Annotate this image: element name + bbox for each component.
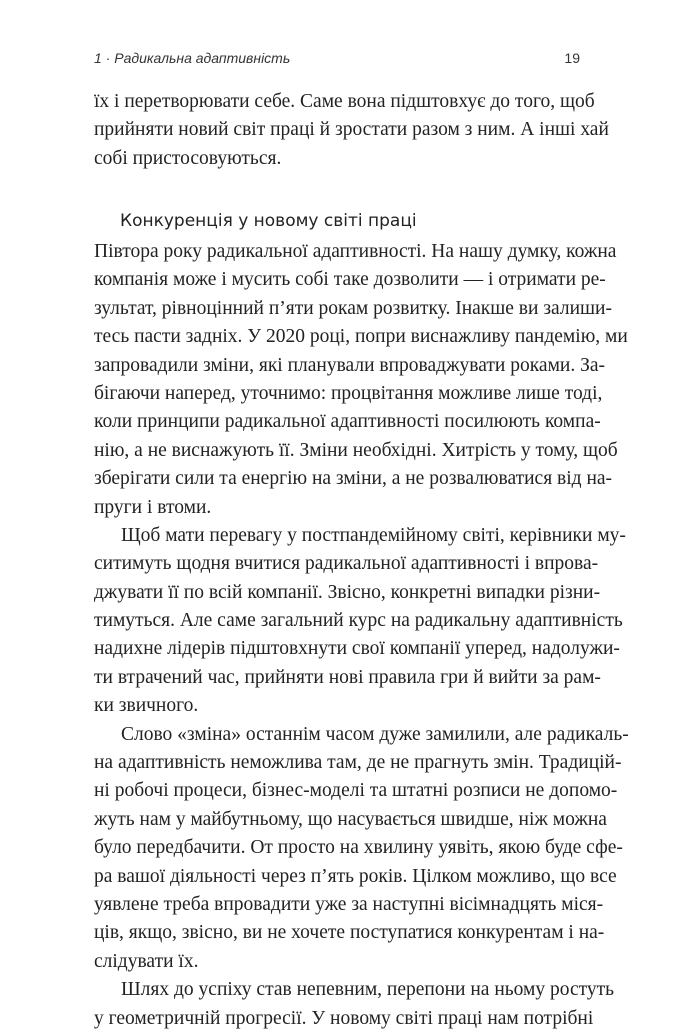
section-heading: Конкуренція у новому світі праці — [120, 211, 417, 231]
text-line: тесь пасти задніх. У 2020 році, попри виснажливу пандемію, ми — [94, 326, 628, 348]
text-line: пруги і втоми. — [94, 496, 212, 518]
text-line: зберігати сили та енергію на зміни, а не розвалюватися від на- — [94, 468, 613, 490]
text-line: на адаптивність неможлива там, де не прагнуть змін. Традицій- — [94, 752, 622, 774]
text-line: прийняти новий світ праці й зростати разом з ним. А інші хай — [94, 119, 609, 141]
text-line: ра вашої діяльності через п’ять років. Цілком можливо, що все — [94, 865, 617, 887]
text-line: запровадили зміни, які планували впроваджувати роками. За- — [94, 354, 606, 376]
text-line: ти втрачений час, прийняти нові правила гри й вийти за рам- — [94, 666, 601, 688]
text-line: жуть нам у майбутньому, що насувається швидше, ніж можна — [94, 808, 607, 830]
text-line: Щоб мати перевагу у постпандемійному світі, керівники му- — [121, 524, 626, 546]
text-line: джувати її по всій компанії. Звісно, конкретні випадки різни- — [94, 581, 601, 603]
text-line: ситимуть щодня вчитися радикальної адаптивності і впрова- — [94, 553, 599, 575]
text-line: нію, а не виснажують її. Зміни необхідні. Хитрість у тому, щоб — [94, 439, 618, 461]
text-line: бігаючи наперед, уточнимо: процвітання можливе лише тоді, — [94, 382, 603, 404]
text-line: Півтора року радикальної адаптивності. На нашу думку, кожна — [94, 241, 617, 262]
text-line: тимуться. Але саме загальний курс на радикальну адаптивність — [94, 610, 623, 632]
text-line: слідувати їх. — [94, 950, 199, 972]
text-line: собі пристосовуються. — [94, 147, 282, 169]
text-line: коли принципи радикальної адаптивності посилюють компа- — [94, 411, 601, 433]
text-line: Слово «зміна» останнім часом дуже замилили, але радикаль- — [121, 723, 629, 745]
text-line: зультат, рівноцінний п’яти рокам розвитку. Інакше ви залиши- — [94, 297, 612, 319]
text-line: було передбачити. От просто на хвилину уявіть, якою буде сфе- — [94, 837, 623, 859]
page-number: 19 — [564, 50, 580, 66]
text-line: ні робочі процеси, бізнес-моделі та штатні розписи не допомо- — [94, 780, 618, 802]
top-paragraph — [94, 88, 609, 173]
text-line: компанія може і мусить собі таке дозволити — і отримати ре- — [94, 269, 606, 291]
chapter-title: 1 · Радикальна адаптивність — [94, 50, 291, 66]
text-line: надихне лідерів підштовхнути свої компанії уперед, надолужи- — [94, 638, 620, 660]
text-line: їх і перетворювати себе. Саме вона підштовхує до того, щоб — [94, 91, 595, 112]
text-line: ки звичного. — [94, 695, 199, 717]
text-line: уявлене треба впровадити уже за наступні вісімнадцять міся- — [94, 893, 604, 915]
text-line: ців, якщо, звісно, ви не хочете поступатися конкурентам і на- — [94, 922, 605, 944]
body-text — [94, 238, 629, 1033]
running-header — [94, 50, 580, 74]
text-line: Шлях до успіху став непевним, перепони на ньому ростуть — [121, 979, 615, 1001]
text-line: у геометричній прогресії. У новому світі праці нам потрібні — [94, 1007, 594, 1029]
